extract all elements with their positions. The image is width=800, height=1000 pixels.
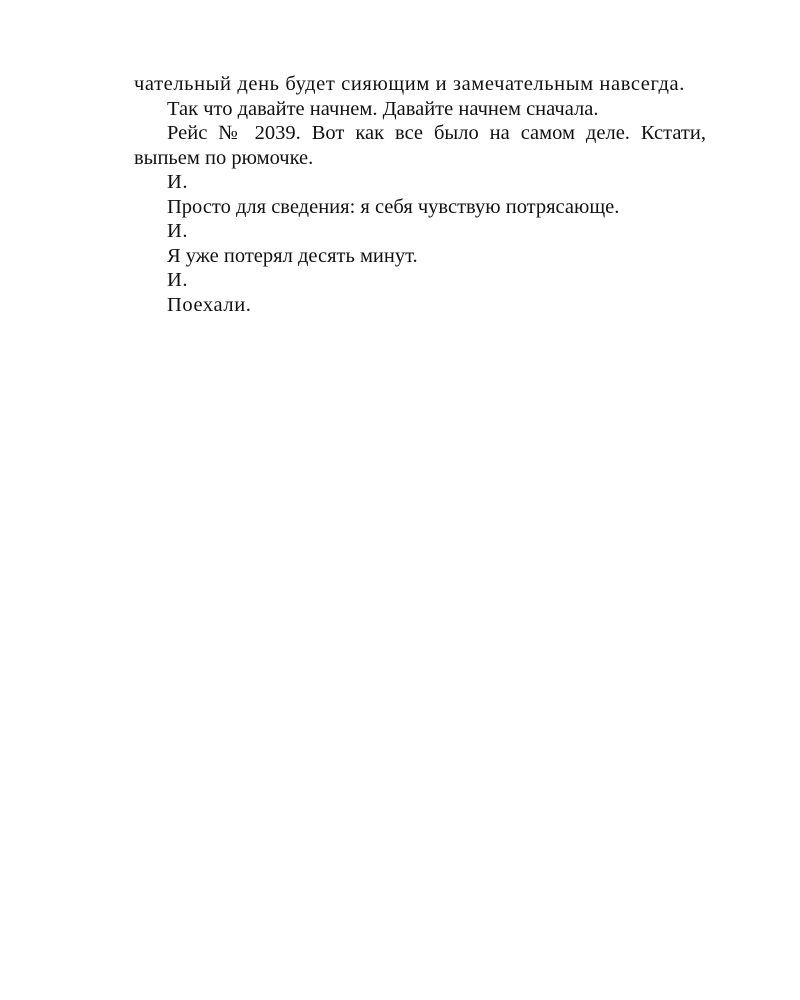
paragraph-continuation: чательный день будет сияющим и замечательным навсегда. [134, 73, 685, 95]
paragraph: Я уже потерял десять минут. [167, 244, 418, 267]
book-page [134, 72, 706, 317]
paragraph: И. [167, 220, 189, 242]
paragraph: И. [167, 171, 189, 193]
paragraph: Поехали. [167, 293, 252, 316]
paragraph: Так что давайте начнем. Давайте начнем сначала. [167, 97, 599, 120]
paragraph: Просто для сведения: я себя чувствую потрясающе. [167, 195, 620, 218]
paragraph: Рейс № 2039. Вот как все было на самом деле. Кстати, выпьем по рюмочке. [134, 122, 706, 169]
paragraph: И. [167, 269, 189, 291]
